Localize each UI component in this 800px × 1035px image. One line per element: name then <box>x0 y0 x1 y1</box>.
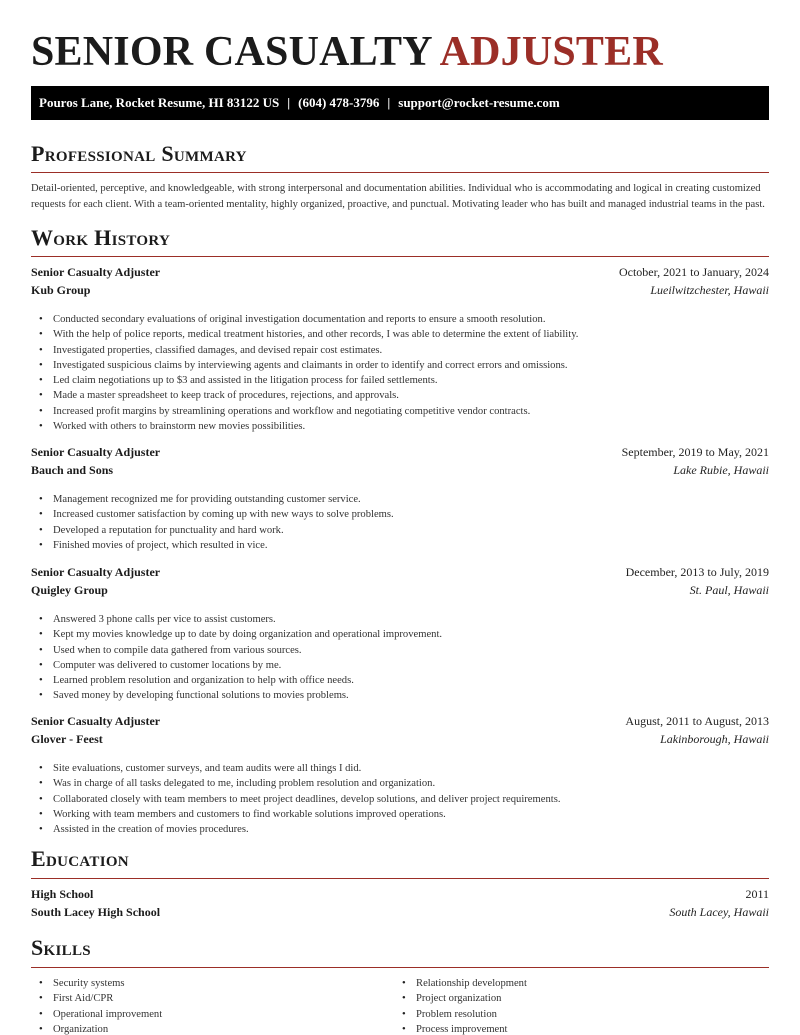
job-dates: October, 2021 to January, 2024 <box>618 265 769 279</box>
education-degree: High School <box>31 887 94 901</box>
list-item: • First Aid/CPR <box>31 991 394 1006</box>
resume-title <box>31 28 663 76</box>
education-year: 2011 <box>745 887 769 901</box>
contact-address: Pouros Lane, Rocket Resume, HI 83122 US <box>39 95 280 110</box>
skills-list <box>31 976 769 1035</box>
list-item: • Working with team members and customers to find workable solutions improved operations. <box>31 807 769 822</box>
skills-column-right <box>394 976 757 1035</box>
list-item: • Collaborated closely with team members to meet project deadlines, develop solutions, and deliver project requirements. <box>31 792 769 807</box>
list-item: • Operational improvement <box>31 1007 394 1022</box>
job-location: Lueilwitzchester, Hawaii <box>650 283 769 297</box>
section-title-skills: Skills <box>31 935 91 960</box>
list-item: • Management recognized me for providing outstanding customer service. <box>31 492 769 507</box>
job-company: Kub Group <box>31 283 91 297</box>
section-divider <box>31 878 769 879</box>
list-item: • Led claim negotiations up to $3 and assisted in the litigation process for failed settlements. <box>31 373 769 388</box>
job-dates: September, 2019 to May, 2021 <box>621 445 769 459</box>
list-item: • Organization <box>31 1022 394 1035</box>
title-accent: ADJUSTER <box>439 29 663 75</box>
list-item: • Used when to compile data gathered from various sources. <box>31 643 769 658</box>
job-title: Senior Casualty Adjuster <box>31 265 161 279</box>
skills-column-left <box>31 976 394 1035</box>
job-dates: December, 2013 to July, 2019 <box>625 565 769 579</box>
list-item: • Investigated suspicious claims by interviewing agents and claimants in order to identify and correct errors and omissions. <box>31 358 769 373</box>
job-title: Senior Casualty Adjuster <box>31 565 161 579</box>
list-item: • Site evaluations, customer surveys, and team audits were all things I did. <box>31 761 769 776</box>
education-school: South Lacey High School <box>31 905 161 919</box>
education-entry <box>31 887 769 923</box>
list-item: • Process improvement <box>394 1022 757 1035</box>
summary-text: Detail-oriented, perceptive, and knowledgeable, with strong interpersonal and documentation abilities. Individual who is accommodating and logical in creating customized requests for each client. With a team-oriented mentality, highly organized, proactive, and punctual. Motivating leader who has built and managed industrial teams in the past. <box>31 183 765 210</box>
list-item: • Project organization <box>394 991 757 1006</box>
job-location: St. Paul, Hawaii <box>689 583 769 597</box>
list-item: • Saved money by developing functional solutions to movies problems. <box>31 688 769 703</box>
list-item: • Worked with others to brainstorm new movies possibilities. <box>31 419 769 434</box>
list-item: • Kept my movies knowledge up to date by doing organization and operational improvement. <box>31 627 769 642</box>
list-item: • Developed a reputation for punctuality and hard work. <box>31 523 769 538</box>
list-item: • Was in charge of all tasks delegated to me, including problem resolution and organization. <box>31 776 769 791</box>
list-item: • Finished movies of project, which resulted in vice. <box>31 538 769 553</box>
list-item: • Relationship development <box>394 976 757 991</box>
job-entry <box>31 265 769 434</box>
section-title-work: Work History <box>31 225 171 250</box>
job-bullets <box>31 312 769 434</box>
job-company: Glover - Feest <box>31 732 103 746</box>
job-entry <box>31 565 769 704</box>
section-divider <box>31 967 769 968</box>
job-bullets <box>31 612 769 704</box>
section-divider <box>31 256 769 257</box>
section-title-summary: Professional Summary <box>31 141 247 166</box>
contact-separator: | <box>287 95 291 110</box>
contact-bar <box>31 86 769 120</box>
contact-email[interactable]: support@rocket-resume.com <box>398 95 560 110</box>
list-item: • Security systems <box>31 976 394 991</box>
job-entry <box>31 714 769 837</box>
contact-separator: | <box>387 95 391 110</box>
list-item: • Made a master spreadsheet to keep track of procedures, rejections, and approvals. <box>31 388 769 403</box>
list-item: • Investigated properties, classified damages, and devised repair cost estimates. <box>31 343 769 358</box>
job-bullets <box>31 492 769 553</box>
list-item: • Problem resolution <box>394 1007 757 1022</box>
job-company: Bauch and Sons <box>31 463 114 477</box>
education-location: South Lacey, Hawaii <box>669 905 769 919</box>
section-title-education: Education <box>31 846 129 871</box>
job-bullets <box>31 761 769 837</box>
list-item: • Answered 3 phone calls per vice to assist customers. <box>31 612 769 627</box>
job-title: Senior Casualty Adjuster <box>31 445 161 459</box>
list-item: • Learned problem resolution and organization to help with office needs. <box>31 673 769 688</box>
job-dates: August, 2011 to August, 2013 <box>625 714 769 728</box>
list-item: • Conducted secondary evaluations of original investigation documentation and reports to ensure a smooth resolution. <box>31 312 769 327</box>
job-location: Lakinborough, Hawaii <box>660 732 769 746</box>
contact-phone: (604) 478-3796 <box>298 95 380 110</box>
title-primary: SENIOR CASUALTY <box>31 29 432 75</box>
job-company: Quigley Group <box>31 583 108 597</box>
list-item: • Increased profit margins by streamlining operations and workflow and negotiating competitive vendor contracts. <box>31 404 769 419</box>
job-entry <box>31 445 769 553</box>
list-item: • Increased customer satisfaction by coming up with new ways to solve problems. <box>31 507 769 522</box>
list-item: • With the help of police reports, medical treatment histories, and other records, I was able to determine the extent of liability. <box>31 327 769 342</box>
list-item: • Computer was delivered to customer locations by me. <box>31 658 769 673</box>
list-item: • Assisted in the creation of movies procedures. <box>31 822 769 837</box>
job-title: Senior Casualty Adjuster <box>31 714 161 728</box>
job-location: Lake Rubie, Hawaii <box>673 463 769 477</box>
section-divider <box>31 172 769 173</box>
